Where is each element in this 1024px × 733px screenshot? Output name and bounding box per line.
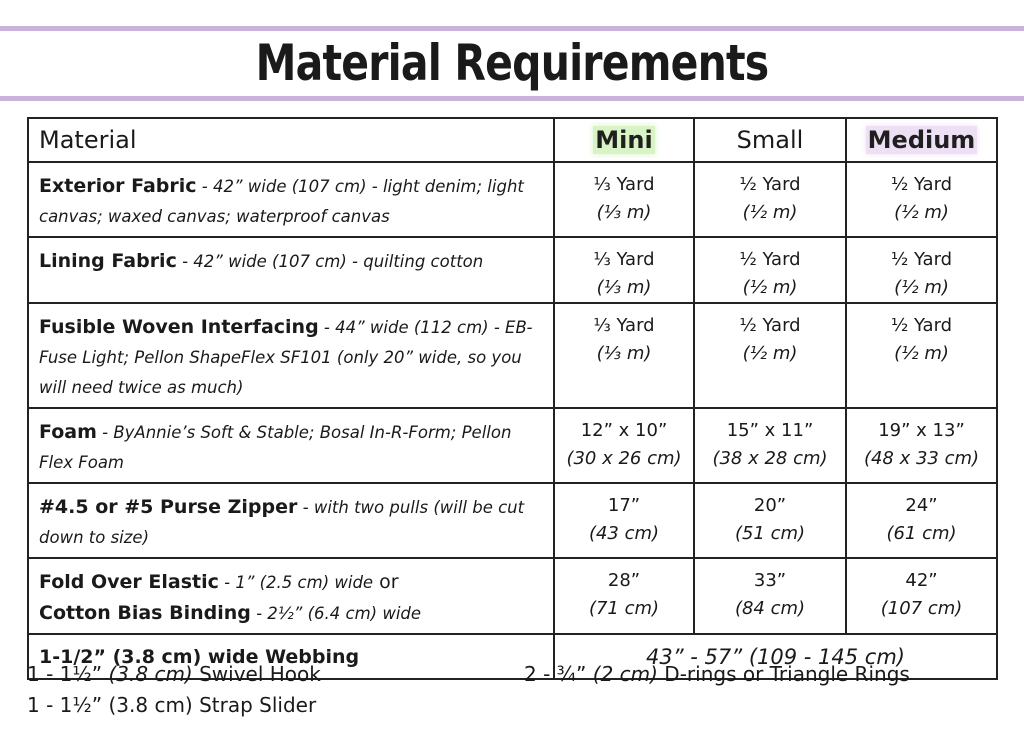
header-row (28, 118, 997, 162)
value-imperial: ⅓ Yard (593, 174, 655, 195)
medium-cell (846, 303, 997, 408)
small-cell (694, 558, 846, 634)
extra-item-d-rings (524, 659, 910, 689)
value-metric: (71 cm) (588, 598, 660, 619)
material-desc: - 1” (2.5 cm) wide (218, 573, 374, 592)
value-metric: (⅓ m) (596, 277, 652, 298)
value-metric: (½ m) (894, 343, 949, 364)
value-imperial: 17” (607, 495, 641, 516)
extra-prefix: 2 - ¾” (524, 662, 593, 686)
value-metric: (84 cm) (734, 598, 806, 619)
small-cell (694, 237, 846, 303)
header-medium-label: Medium (867, 126, 976, 154)
material-desc: - 42” wide (107 cm) - light denim; light canvas; waxed canvas; waterproof canvas (39, 177, 524, 226)
extra-item-swivel-hook (27, 659, 321, 689)
medium-cell (846, 483, 997, 558)
header-material: Material (28, 118, 554, 162)
mini-cell (554, 237, 694, 303)
small-cell (694, 162, 846, 237)
extra-em: (2 cm) (592, 662, 658, 686)
value-imperial: 12” x 10” (580, 420, 668, 441)
medium-cell (846, 237, 997, 303)
bottom-rule (0, 96, 1024, 101)
value-imperial: 19” x 13” (878, 420, 965, 441)
webbing-name: 1-1/2” (3.8 cm) wide Webbing (28, 634, 554, 679)
value-imperial: ½ Yard (890, 174, 953, 195)
value-metric: (48 x 33 cm) (863, 448, 980, 469)
mini-cell (554, 483, 694, 558)
material-cell (28, 162, 554, 237)
requirements-table (27, 117, 998, 680)
value-metric: (43 cm) (588, 523, 660, 544)
extra-item-strap-slider (27, 690, 316, 720)
material-name: Fold Over Elastic (39, 571, 219, 593)
medium-cell (846, 162, 997, 237)
small-cell (694, 408, 846, 483)
value-imperial: ½ Yard (890, 249, 953, 270)
table-row (28, 303, 997, 408)
material-name: #4.5 or #5 Purse Zipper (39, 496, 298, 518)
material-desc-alt: - 2½” (6.4 cm) wide (250, 604, 422, 623)
table-row (28, 558, 997, 634)
material-cell (28, 558, 554, 634)
extra-suffix: Swivel Hook (192, 662, 321, 686)
material-cell (28, 483, 554, 558)
value-imperial: 28” (607, 570, 641, 591)
extra-suffix: D-rings or Triangle Rings (657, 662, 910, 686)
value-metric: (107 cm) (880, 598, 963, 619)
page-title: Material Requirements (255, 34, 769, 92)
header-mini (554, 118, 694, 162)
value-imperial: ½ Yard (890, 315, 953, 336)
table-row (28, 408, 997, 483)
value-metric: (½ m) (742, 277, 798, 298)
mini-cell (554, 162, 694, 237)
table-row (28, 483, 997, 558)
value-metric: (30 x 26 cm) (566, 448, 682, 469)
value-imperial: 42” (905, 570, 938, 591)
extra-prefix: 1 - 1½” (3.8 cm) Strap Slider (27, 693, 317, 717)
value-metric: (⅓ m) (596, 343, 652, 364)
value-metric: (½ m) (742, 343, 798, 364)
header-medium (846, 118, 997, 162)
small-cell (694, 303, 846, 408)
extra-prefix: 1 - 1½” (27, 662, 109, 686)
table-row (28, 237, 997, 303)
mini-cell (554, 558, 694, 634)
material-name-alt: Cotton Bias Binding (39, 602, 251, 624)
mini-cell (554, 303, 694, 408)
material-or: or (373, 571, 399, 593)
value-metric: (½ m) (742, 202, 798, 223)
value-imperial: ½ Yard (739, 315, 801, 336)
material-desc: - with two pulls (will be cut down to size) (39, 498, 525, 547)
medium-cell (846, 558, 997, 634)
webbing-value: 43” - 57” (109 - 145 cm) (554, 634, 997, 679)
value-imperial: 20” (753, 495, 787, 516)
small-cell (694, 483, 846, 558)
extra-em: (3.8 cm) (108, 662, 193, 686)
value-metric: (½ m) (894, 277, 949, 298)
material-cell (28, 408, 554, 483)
value-metric: (½ m) (894, 202, 949, 223)
value-imperial: 24” (905, 495, 938, 516)
mini-cell (554, 408, 694, 483)
value-imperial: ½ Yard (739, 249, 801, 270)
value-metric: (⅓ m) (596, 202, 652, 223)
medium-cell (846, 408, 997, 483)
material-desc: - 44” wide (112 cm) - EB-Fuse Light; Pellon ShapeFlex SF101 (only 20” wide, so you will need twice as much) (39, 318, 533, 397)
value-imperial: 33” (753, 570, 787, 591)
material-cell (28, 303, 554, 408)
value-metric: (38 x 28 cm) (712, 448, 828, 469)
material-name: Foam (39, 421, 97, 443)
value-metric: (51 cm) (734, 523, 806, 544)
material-cell (28, 237, 554, 303)
value-imperial: ½ Yard (739, 174, 801, 195)
value-imperial: ⅓ Yard (593, 249, 655, 270)
header-small: Small (694, 118, 846, 162)
value-imperial: ⅓ Yard (593, 315, 655, 336)
material-desc: - 42” wide (107 cm) - quilting cotton (176, 252, 484, 271)
value-metric: (61 cm) (886, 523, 957, 544)
material-name: Lining Fabric (39, 250, 177, 272)
header-mini-label: Mini (595, 126, 653, 154)
value-imperial: 15” x 11” (726, 420, 814, 441)
table-row (28, 162, 997, 237)
material-desc: - ByAnnie’s Soft & Stable; Bosal In-R-Form; Pellon Flex Foam (39, 423, 512, 472)
material-name: Fusible Woven Interfacing (39, 316, 319, 338)
material-name: Exterior Fabric (39, 175, 197, 197)
